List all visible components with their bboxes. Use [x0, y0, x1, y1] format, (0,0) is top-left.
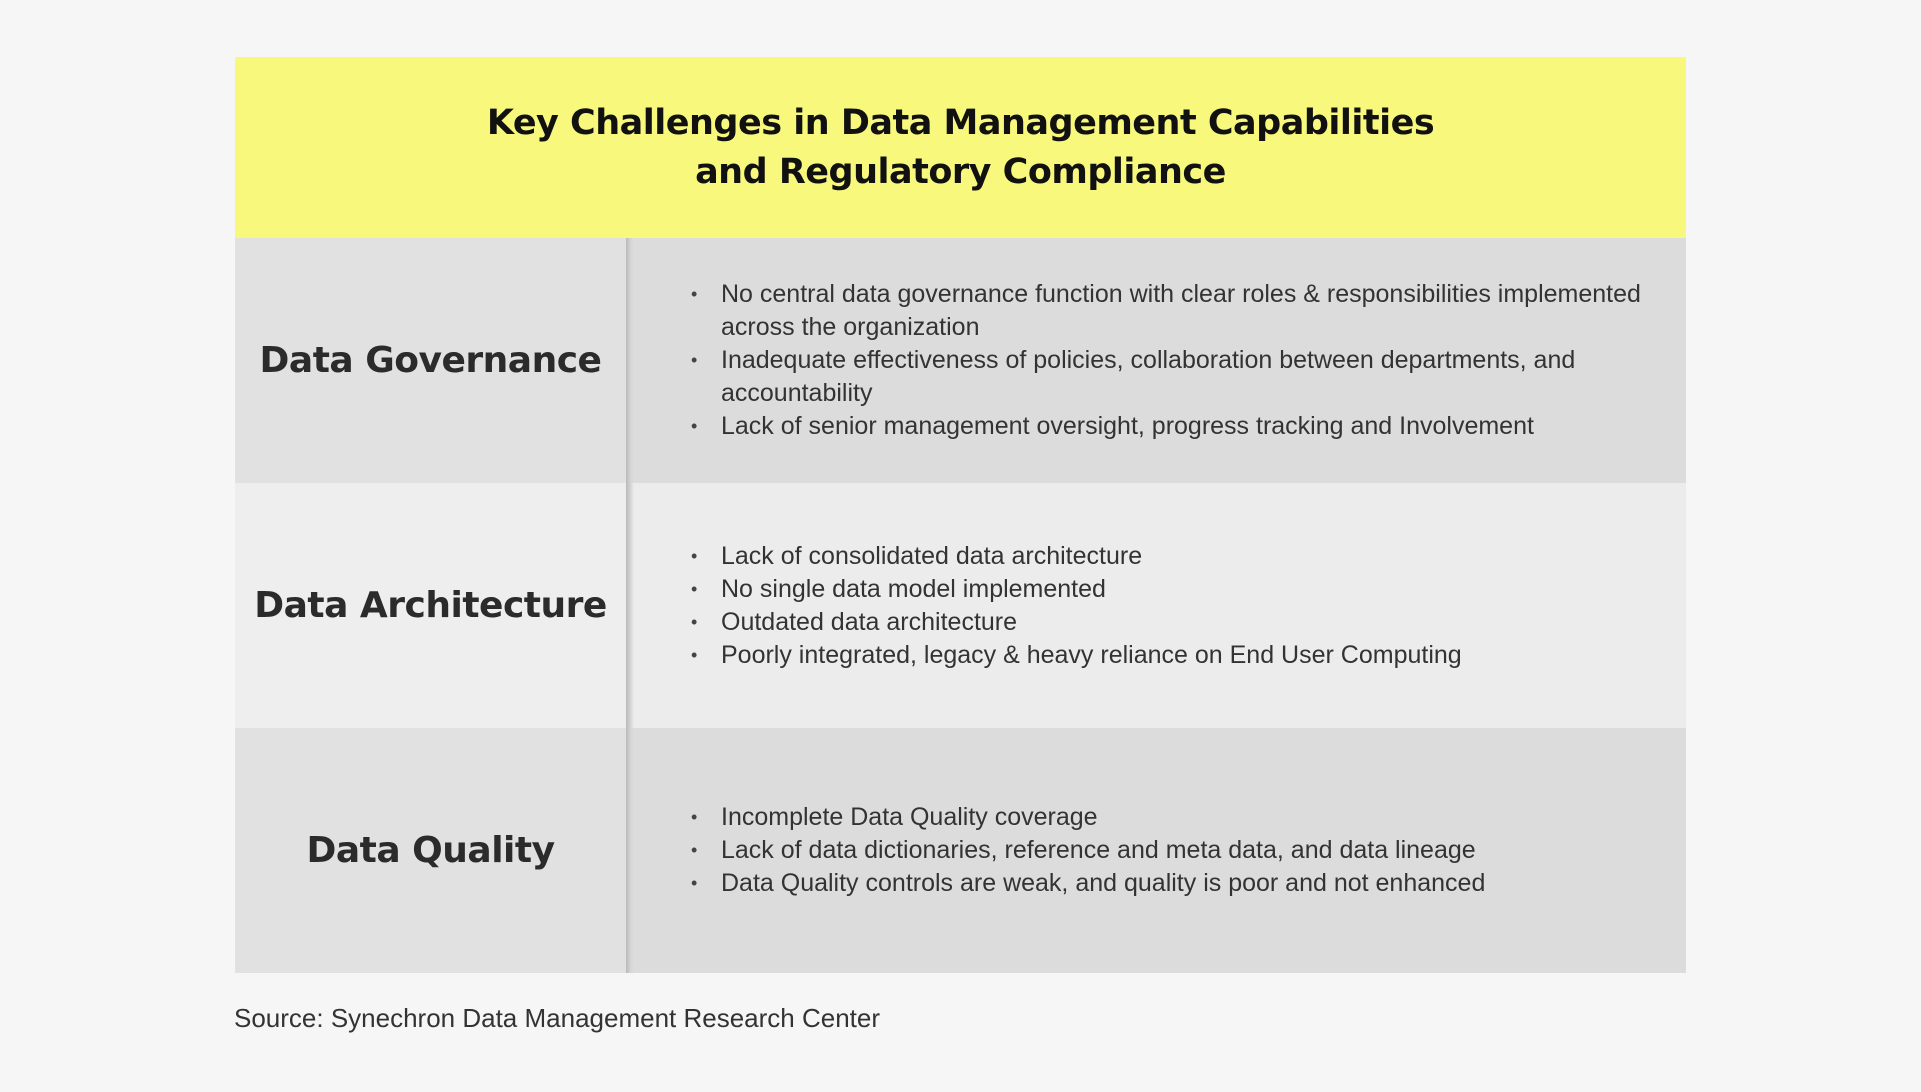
bullet-item: • Incomplete Data Quality coverage — [691, 801, 1485, 834]
bullet-item: • Lack of consolidated data architecture — [691, 540, 1462, 573]
row-content — [634, 728, 1686, 973]
challenges-table — [235, 57, 1686, 973]
table-header — [235, 57, 1686, 238]
bullet-item: • No central data governance function with clear roles & responsibilities implemented across the organization — [691, 278, 1646, 344]
row-label: Data Governance — [235, 238, 626, 483]
bullet-item: • Lack of data dictionaries, reference and meta data, and data lineage — [691, 834, 1485, 867]
row-content — [634, 483, 1686, 728]
bullet-list — [691, 801, 1485, 900]
row-data-quality — [235, 728, 1686, 973]
bullet-item: • Poorly integrated, legacy & heavy reliance on End User Computing — [691, 639, 1462, 672]
row-content — [634, 238, 1686, 483]
bullet-item: • Outdated data architecture — [691, 606, 1462, 639]
bullet-item: • No single data model implemented — [691, 573, 1462, 606]
bullet-item: • Lack of senior management oversight, progress tracking and Involvement — [691, 410, 1646, 443]
bullet-list — [691, 540, 1462, 672]
row-label: Data Architecture — [235, 483, 626, 728]
source-caption: Source: Synechron Data Management Research Center — [234, 1003, 881, 1033]
bullet-item: • Inadequate effectiveness of policies, collaboration between departments, and accountability — [691, 344, 1646, 410]
column-divider — [626, 483, 634, 728]
row-data-architecture — [235, 483, 1686, 728]
row-label: Data Quality — [235, 728, 626, 973]
bullet-list — [691, 278, 1646, 443]
column-divider — [626, 728, 634, 973]
title-line-2: and Regulatory Compliance — [695, 151, 1226, 192]
bullet-item: • Data Quality controls are weak, and quality is poor and not enhanced — [691, 867, 1485, 900]
row-data-governance — [235, 238, 1686, 483]
column-divider — [626, 238, 634, 483]
title-line-1: Key Challenges in Data Management Capabilities — [486, 102, 1435, 143]
